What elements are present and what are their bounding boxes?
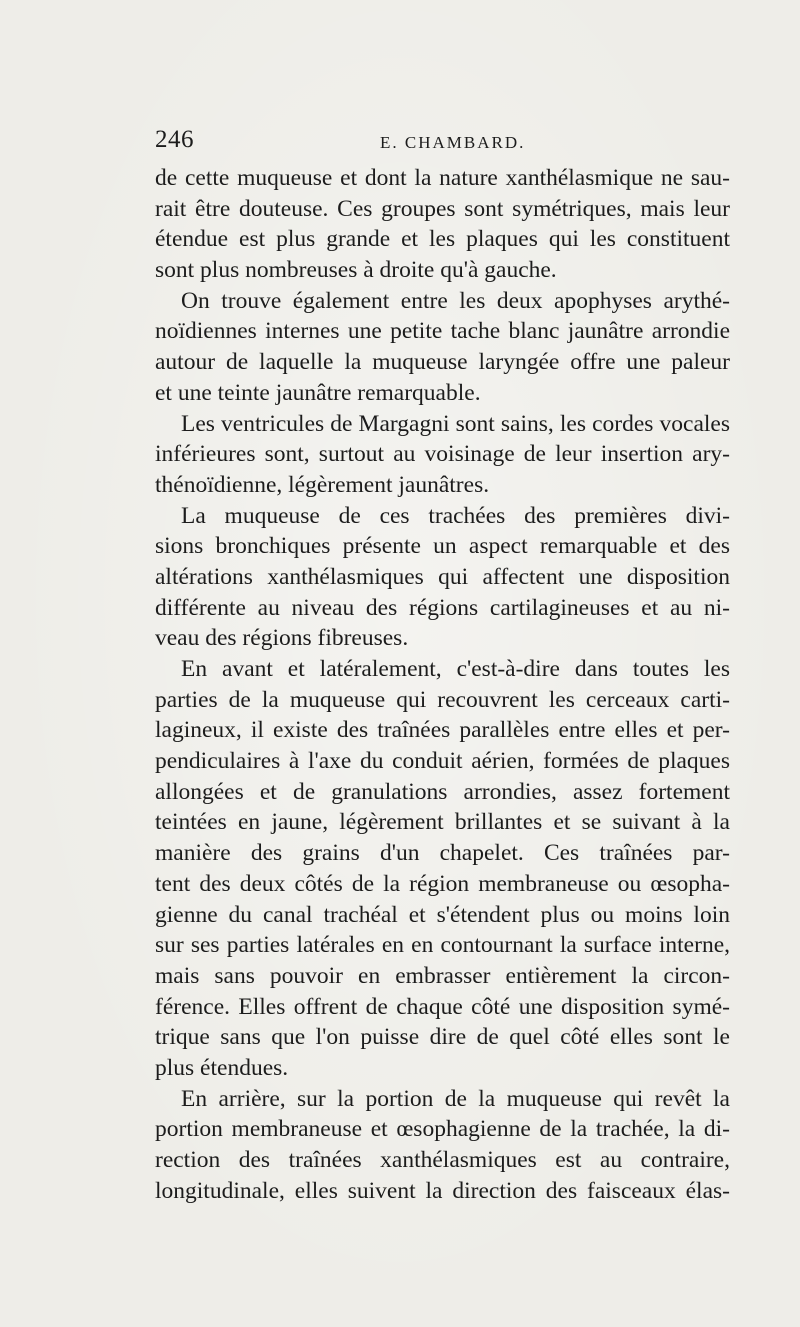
text-line: En avant et latéralement, c'est-à-dire dans toutes les (181, 656, 730, 682)
text-line: manière des grains d'un chapelet. Ces traînées par- (155, 840, 730, 867)
text-line: pendiculaires à l'axe du conduit aérien, formées de plaques (155, 748, 730, 775)
text-line: et une teinte jaunâtre remarquable. (155, 379, 481, 406)
text-line: autour de laquelle la muqueuse laryngée offre une paleur (155, 349, 730, 376)
text-line: noïdiennes internes une petite tache blanc jaunâtre arrondie (155, 318, 730, 345)
text-line: longitudinale, elles suivent la direction des faisceaux élas- (155, 1177, 730, 1204)
text-line: thénoïdienne, légèrement jaunâtres. (155, 471, 490, 498)
text-line: rait être douteuse. Ces groupes sont symétriques, mais leur (155, 195, 730, 222)
text-line: mais sans pouvoir en embrasser entièrement la circon- (155, 962, 730, 989)
text-line: étendue est plus grande et les plaques qui les constituent (155, 226, 730, 253)
text-line: rection des traînées xanthélasmiques est au contraire, (155, 1147, 730, 1173)
text-line: La muqueuse de ces trachées des premières divi- (181, 502, 730, 529)
text-line: inférieures sont, surtout au voisinage de leur insertion ary- (155, 441, 730, 468)
text-line: plus étendues. (155, 1054, 289, 1081)
text-line: teintées en jaune, légèrement brillantes et se suivant à la (155, 809, 730, 836)
text-line: altérations xanthélasmiques qui affectent une disposition (155, 563, 730, 590)
text-line: sont plus nombreuses à droite qu'à gauche. (155, 257, 557, 284)
text-line: On trouve également entre les deux apophyses arythé- (181, 287, 730, 314)
text-line: allongées et de granulations arrondies, assez fortement (155, 778, 730, 805)
text-line: différente au niveau des régions cartilagineuses et au ni- (155, 594, 730, 621)
text-line: portion membraneuse et œsophagienne de la trachée, la di- (155, 1116, 730, 1143)
text-line: férence. Elles offrent de chaque côté une disposition symé- (155, 993, 730, 1020)
page-number: 246 (155, 126, 194, 153)
text-line: Les ventricules de Margagni sont sains, les cordes vocales (181, 410, 730, 437)
text-line: de cette muqueuse et dont la nature xanthélasmique ne sau- (155, 165, 730, 191)
text-line: veau des régions fibreuses. (155, 625, 409, 652)
text-line: tent des deux côtés de la région membraneuse ou œsopha- (155, 870, 730, 897)
text-line: gienne du canal trachéal et s'étendent plus ou moins loin (155, 901, 730, 928)
text-line: parties de la muqueuse qui recouvrent les cerceaux carti- (155, 686, 730, 713)
text-line: sions bronchiques présente un aspect remarquable et des (155, 533, 730, 560)
text-line: sur ses parties latérales en en contournant la surface interne, (155, 932, 730, 959)
page-header (155, 126, 730, 158)
text-line: lagineux, il existe des traînées parallèles entre elles et per- (155, 717, 730, 744)
text-line: trique sans que l'on puisse dire de quel côté elles sont le (155, 1024, 730, 1051)
text-line: En arrière, sur la portion de la muqueuse qui revêt la (181, 1085, 730, 1112)
running-title: E. CHAMBARD. (380, 133, 526, 152)
body-text (155, 163, 730, 1206)
